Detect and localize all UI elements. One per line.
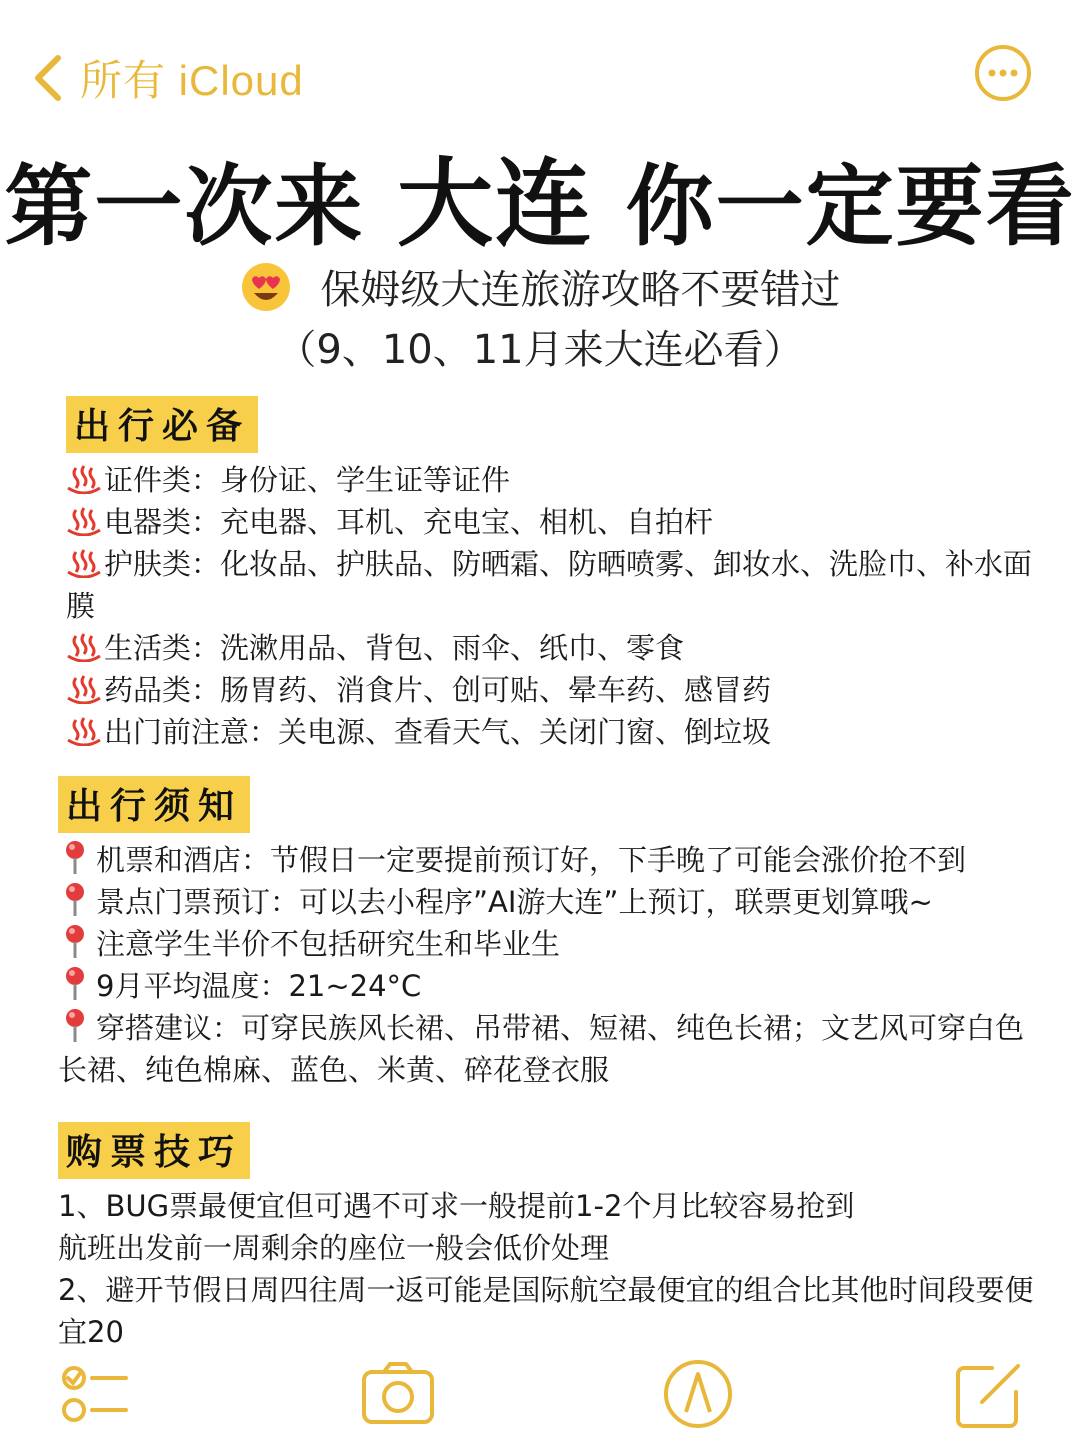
list-item-text: 药品类：肠胃药、消食片、创可贴、晕车药、感冒药 [104,673,772,707]
title-part-c: 你一定要看 [625,155,1076,258]
round-pushpin-icon [58,966,92,1002]
list-item-text: 生活类：洗漱用品、背包、雨伞、纸巾、零食 [104,631,685,665]
list-item [58,1007,1038,1091]
round-pushpin-icon [58,924,92,960]
chevron-left-icon [26,48,76,108]
hot-springs-icon [66,506,102,536]
compose-icon[interactable] [952,1356,1028,1432]
heart-eyes-emoji-icon [240,261,292,313]
page-title [0,128,1080,265]
hot-springs-icon [66,464,102,494]
list-item-text: 航班出发前一周剩余的座位一般会低价处理 [58,1231,610,1265]
more-icon[interactable] [974,44,1032,102]
markup-pen-icon[interactable] [660,1356,736,1432]
list-item-text: 2、避开节假日周四往周一返可能是国际航空最便宜的组合比其他时间段要便宜20 [58,1273,1034,1349]
list-item [58,839,1038,881]
list-item [66,459,1046,501]
camera-icon[interactable] [360,1356,436,1432]
section-tips [58,1122,1038,1353]
title-part-b: 大连 [397,148,593,260]
list-item [58,1269,1038,1353]
section-heading: 购票技巧 [58,1122,250,1179]
list-item-text: 出门前注意：关电源、查看天气、关闭门窗、倒垃圾 [104,715,772,749]
essentials-list [66,459,1046,753]
list-item [58,881,1038,923]
title-part-a: 第一次来 [4,155,365,258]
hot-springs-icon [66,716,102,746]
hot-springs-icon [66,674,102,704]
round-pushpin-icon [58,1008,92,1044]
list-item [66,543,1046,627]
list-item [66,501,1046,543]
hot-springs-icon [66,632,102,662]
round-pushpin-icon [58,882,92,918]
list-item-text: 9月平均温度：21~24°C [96,969,422,1003]
bottom-toolbar [0,1356,1080,1436]
section-heading: 出行必备 [66,396,258,453]
list-item-text: 电器类：充电器、耳机、充电宝、相机、自拍杆 [104,505,714,539]
hot-springs-icon [66,548,102,578]
subtitle [0,258,1080,315]
section-notices [58,776,1038,1091]
subtitle-months: （9、10、11月来大连必看） [276,327,804,373]
top-nav [0,40,1080,120]
notices-list [58,839,1038,1091]
section-heading: 出行须知 [58,776,250,833]
list-item-text: 1、BUG票最便宜但可遇不可求一般提前1-2个月比较容易抢到 [58,1189,855,1223]
list-item-text: 证件类：身份证、学生证等证件 [104,463,511,497]
list-item [58,923,1038,965]
round-pushpin-icon [58,840,92,876]
tips-list [58,1185,1038,1353]
list-item [66,627,1046,669]
list-item [58,1185,1038,1227]
list-item-text: 穿搭建议：可穿民族风长裙、吊带裙、短裙、纯色长裙；文艺风可穿白色长裙、纯色棉麻、蓝色、米黄、碎花登衣服 [58,1011,1025,1087]
list-item [66,711,1046,753]
section-essentials [66,396,1046,753]
list-item-text: 注意学生半价不包括研究生和毕业生 [96,927,561,961]
list-item-text: 护肤类：化妆品、护肤品、防晒霜、防晒喷雾、卸妆水、洗脸巾、补水面膜 [66,547,1033,623]
list-item-text: 景点门票预订：可以去小程序”AI游大连”上预订，联票更划算哦~ [96,885,933,919]
list-item [58,1227,1038,1269]
back-label: 所有 iCloud [80,57,304,104]
list-item [58,965,1038,1007]
back-button[interactable] [26,48,304,108]
subtitle-text: 保姆级大连旅游攻略不要错过 [320,267,841,313]
list-item [66,669,1046,711]
checklist-icon[interactable] [56,1356,132,1432]
list-item-text: 机票和酒店：节假日一定要提前预订好，下手晚了可能会涨价抢不到 [96,843,967,877]
